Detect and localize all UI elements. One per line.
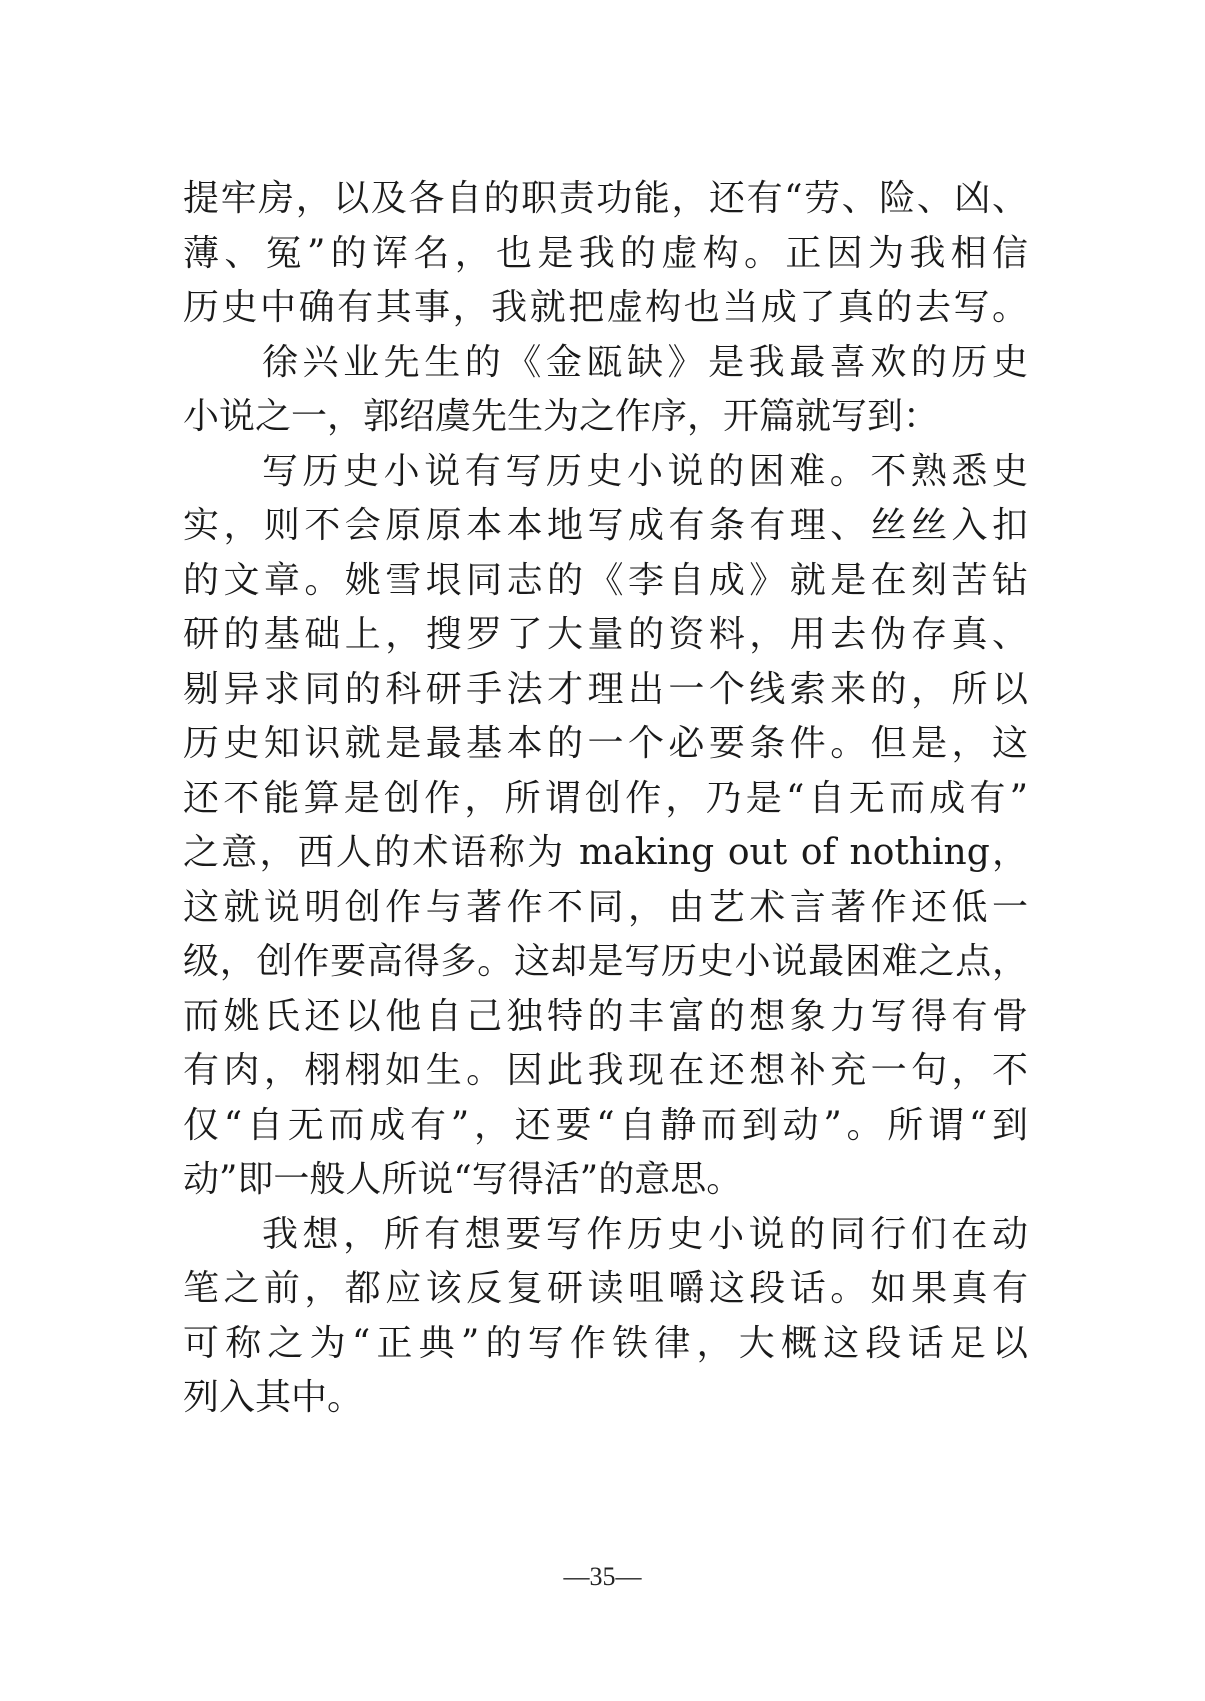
text-line: 列入其中。 — [183, 1377, 364, 1418]
quote-line: 的文章。姚雪垠同志的《李自成》就是在刻苦钻 — [183, 559, 1028, 601]
quote-line: 动”即一般人所说“写得活”的意思。 — [183, 1159, 743, 1200]
text-line: 提牢房，以及各自的职责功能，还有“劳、险、凶、 — [183, 178, 1028, 219]
quote-line: 级，创作要高得多。这却是写历史小说最困难之点， — [183, 941, 1028, 982]
quote-line: 剔异求同的科研手法才理出一个线索来的，所以 — [183, 668, 1028, 710]
body-text — [183, 172, 1028, 1426]
text-line: 笔之前，都应该反复研读咀嚼这段话。如果真有 — [183, 1268, 1028, 1309]
text-line: 可称之为“正典”的写作铁律，大概这段话足以 — [183, 1322, 1028, 1364]
page-number: —35— — [563, 1562, 642, 1591]
text-line: 徐兴业先生的《金瓯缺》是我最喜欢的历史 — [262, 341, 1028, 383]
quote-line: 有肉，栩栩如生。因此我现在还想补充一句，不 — [183, 1050, 1028, 1091]
text-line: 小说之一，郭绍虞先生为之作序，开篇就写到： — [183, 396, 940, 437]
quote-line: 历史知识就是最基本的一个必要条件。但是，这 — [183, 723, 1028, 764]
quote-line: 这就说明创作与著作不同，由艺术言著作还低一 — [183, 886, 1028, 928]
quote-line: 还不能算是创作，所谓创作，乃是“自无而成有” — [183, 777, 1028, 819]
quote-line: 研的基础上，搜罗了大量的资料，用去伪存真、 — [183, 614, 1028, 655]
text-line: 薄、冤”的诨名，也是我的虚构。正因为我相信 — [183, 232, 1028, 274]
text-line: 历史中确有其事，我就把虚构也当成了真的去写。 — [183, 287, 1028, 328]
quote-line: 仅“自无而成有”，还要“自静而到动”。所谓“到 — [183, 1104, 1028, 1146]
quote-line: 之意，西人的术语称为 making out of nothing， — [183, 832, 1028, 873]
quote-line: 实，则不会原原本本地写成有条有理、丝丝入扣 — [183, 505, 1028, 546]
text-line: 我想，所有想要写作历史小说的同行们在动 — [262, 1213, 1028, 1255]
quote-line: 写历史小说有写历史小说的困难。不熟悉史 — [262, 450, 1028, 492]
quote-line: 而姚氏还以他自己独特的丰富的想象力写得有骨 — [183, 995, 1028, 1037]
